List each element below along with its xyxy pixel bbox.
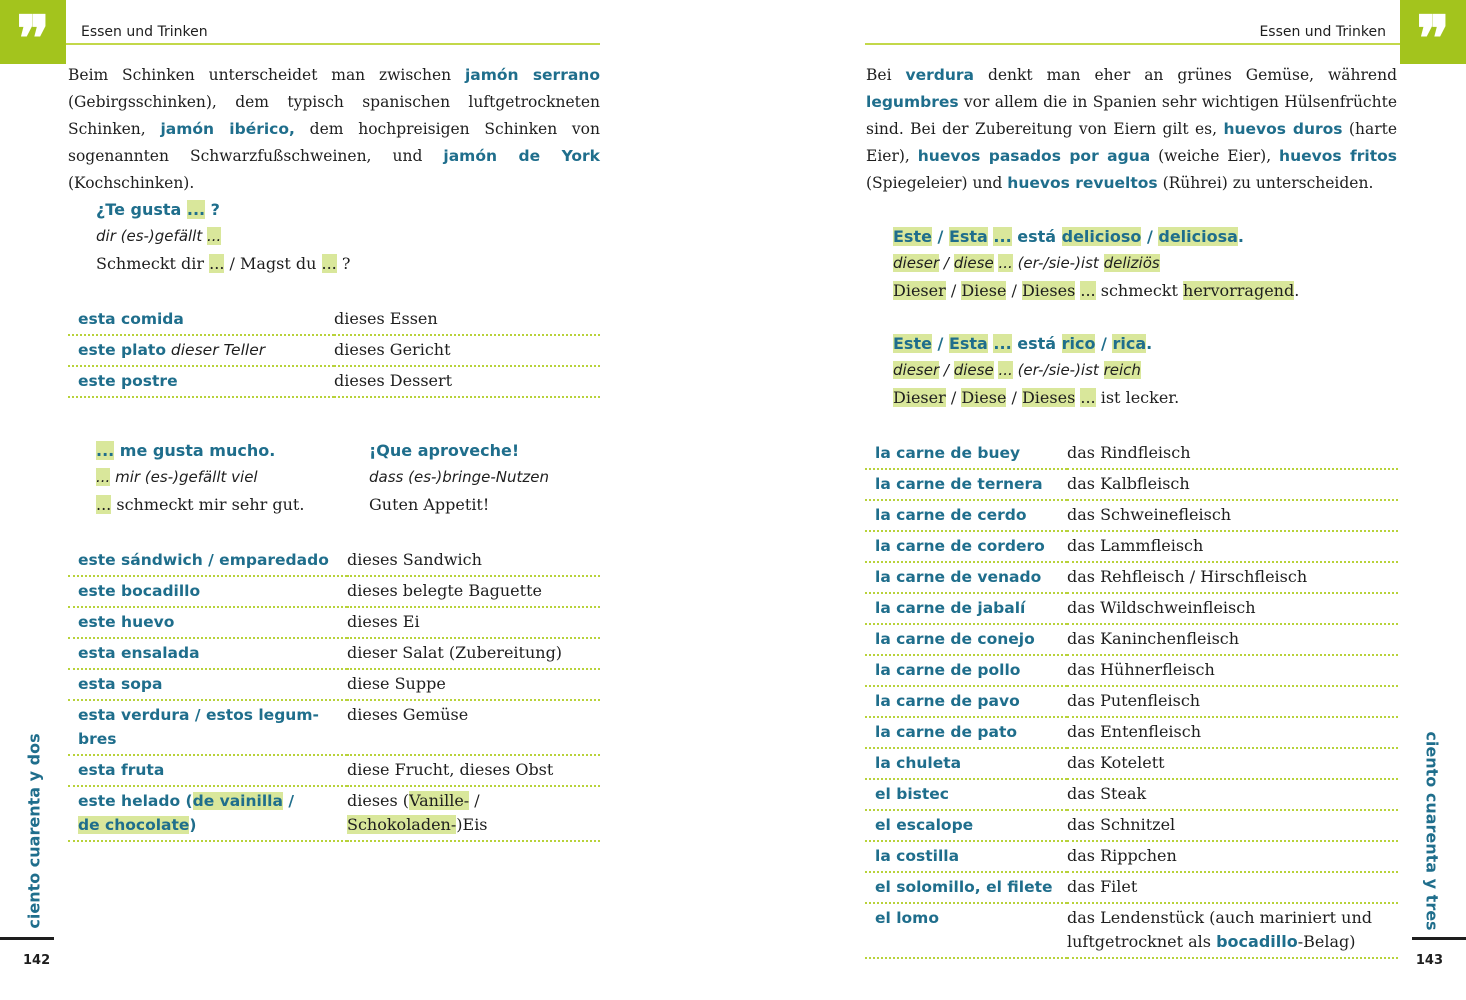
phrase-spanish: ... me gusta mucho. bbox=[96, 441, 276, 460]
side-label: ciento cuarenta y tres bbox=[1422, 731, 1442, 931]
side-label: ciento cuarenta y dos bbox=[24, 733, 44, 929]
table-row: la carne de cordero das Lammfleisch bbox=[865, 531, 1398, 562]
running-head: Essen und Trinken bbox=[81, 24, 208, 40]
vocab-table bbox=[865, 439, 1398, 959]
table-row: esta sopa diese Suppe bbox=[68, 669, 600, 700]
phrase-block bbox=[96, 437, 304, 518]
header-rule bbox=[66, 43, 600, 45]
table-row: la costilla das Rippchen bbox=[865, 841, 1398, 872]
phrase-block bbox=[369, 437, 549, 518]
table-row: la carne de jabalí das Wildschweinfleisch bbox=[865, 593, 1398, 624]
table-row: esta verdura / estos legum-bres dieses Gemüse bbox=[68, 700, 600, 755]
table-row: la carne de pavo das Putenfleisch bbox=[865, 686, 1398, 717]
phrase-spanish: Este / Esta ... está delicioso / deliciosa. bbox=[893, 227, 1244, 246]
phrase-literal: dieser / diese ... (er-/sie-)ist deliziös bbox=[893, 254, 1160, 272]
table-row: el escalope das Schnitzel bbox=[865, 810, 1398, 841]
intro-paragraph: Bei verdura denkt man eher an grünes Gemüse, während legumbres vor allem die in Spanien sehr wichtigen Hülsenfrüchte sind. Bei der Zubereitung von Eiern gilt es, huevos duros (harte Eier), huevos pasados por agua (weiche Eier), huevos fritos (Spiegeleier) und huevos revueltos (Rührei) zu unterscheiden. bbox=[866, 66, 1398, 192]
table-row: este bocadillo dieses belegte Baguette bbox=[68, 576, 600, 607]
table-row: esta fruta diese Frucht, dieses Obst bbox=[68, 755, 600, 786]
table-row: la chuleta das Kotelett bbox=[865, 748, 1398, 779]
phrase-german: ... schmeckt mir sehr gut. bbox=[96, 495, 305, 514]
phrase-german: Schmeckt dir ... / Magst du ... ? bbox=[96, 254, 351, 273]
vocab-table bbox=[68, 546, 600, 842]
table-row: este huevo dieses Ei bbox=[68, 607, 600, 638]
table-row: este sándwich / emparedado dieses Sandwich bbox=[68, 546, 600, 576]
quote-icon: ❞ bbox=[1400, 0, 1466, 64]
table-row: el bistec das Steak bbox=[865, 779, 1398, 810]
running-head: Essen und Trinken bbox=[1259, 24, 1386, 40]
table-row: esta ensalada dieser Salat (Zubereitung) bbox=[68, 638, 600, 669]
phrase-german: Dieser / Diese / Dieses ... schmeckt hervorragend. bbox=[893, 281, 1300, 300]
vocab-table bbox=[68, 305, 600, 398]
table-row: el lomo das Lendenstück (auch mariniert und luftgetrocknet als bocadillo-Belag) bbox=[865, 903, 1398, 958]
table-row: la carne de venado das Rehfleisch / Hirschfleisch bbox=[865, 562, 1398, 593]
table-row: este helado (de vainilla / de chocolate) dieses (Vanille- / Schokoladen-)Eis bbox=[68, 786, 600, 841]
phrase-literal: dir (es-)gefällt ... bbox=[96, 227, 222, 245]
page-number: 142 bbox=[23, 953, 51, 968]
footer-rule bbox=[1412, 937, 1466, 940]
phrase-german: Guten Appetit! bbox=[369, 495, 490, 514]
footer-rule bbox=[0, 937, 54, 940]
table-row: este plato dieser Teller dieses Gericht bbox=[68, 335, 600, 366]
header-rule bbox=[865, 43, 1400, 45]
table-row: la carne de ternera das Kalbfleisch bbox=[865, 469, 1398, 500]
phrase-spanish: ¡Que aproveche! bbox=[369, 441, 520, 460]
phrase-literal: dieser / diese ... (er-/sie-)ist reich bbox=[893, 361, 1141, 379]
phrase-spanish: ¿Te gusta ... ? bbox=[96, 200, 220, 219]
table-row: la carne de pato das Entenfleisch bbox=[865, 717, 1398, 748]
table-row: la carne de conejo das Kaninchenfleisch bbox=[865, 624, 1398, 655]
table-row: la carne de cerdo das Schweinefleisch bbox=[865, 500, 1398, 531]
table-row: esta comida dieses Essen bbox=[68, 305, 600, 335]
table-row: este postre dieses Dessert bbox=[68, 366, 600, 397]
table-row: la carne de pollo das Hühnerfleisch bbox=[865, 655, 1398, 686]
phrase-block bbox=[893, 330, 1179, 411]
phrase-spanish: Este / Esta ... está rico / rica. bbox=[893, 334, 1153, 353]
page-number: 143 bbox=[1415, 953, 1443, 968]
phrase-block bbox=[893, 223, 1299, 304]
phrase-german: Dieser / Diese / Dieses ... ist lecker. bbox=[893, 388, 1180, 407]
quote-icon: ❞ bbox=[0, 0, 66, 64]
phrase-block bbox=[96, 196, 350, 277]
table-row: la carne de buey das Rindfleisch bbox=[865, 439, 1398, 469]
phrase-literal: ... mir (es-)gefällt viel bbox=[96, 468, 258, 486]
phrase-literal: dass (es-)bringe-Nutzen bbox=[369, 468, 550, 486]
table-row: el solomillo, el filete das Filet bbox=[865, 872, 1398, 903]
intro-paragraph: Beim Schinken unterscheidet man zwischen jamón serrano (Gebirgsschinken), dem typisch spanischen luftgetrockneten Schinken, jamón ibérico, dem hochpreisigen Schinken von sogenannten Schwarzfußschweinen, und jamón de York (Kochschinken). bbox=[68, 66, 600, 192]
